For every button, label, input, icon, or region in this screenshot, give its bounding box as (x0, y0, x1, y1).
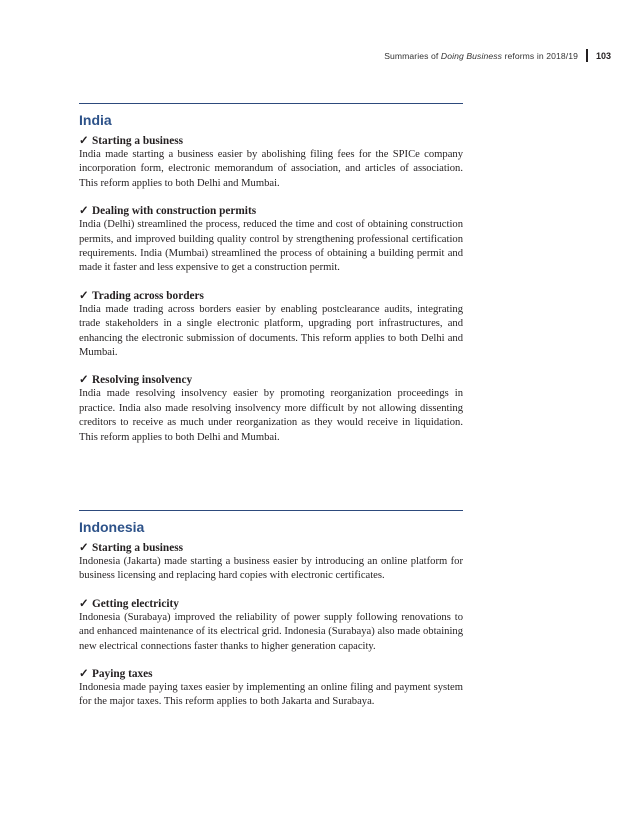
country-heading: Indonesia (79, 519, 145, 535)
checkmark-icon: ✓ (79, 289, 89, 302)
checkmark-icon: ✓ (79, 135, 89, 147)
reform-item (79, 134, 463, 191)
reform-text: India (Delhi) streamlined the process, reduced the time and cost of obtaining construction permits, and improved building quality control by strengthening professional certification requirements. India (Mumbai) streamlined the process of obtaining a building permit and made it faster and less expensive to get a construction permit. (79, 219, 463, 274)
reform-title-text: Trading across borders (92, 289, 204, 302)
country-section-indonesia (79, 510, 463, 723)
section-rule (79, 510, 463, 511)
reform-title (79, 373, 463, 387)
reform-text: India made resolving insolvency easier by promoting reorganization proceedings in practice. India also made resolving insolvency more difficult by not allowing dissenting creditors to receive as much under reorganization as they would receive in liquidation. This reform applies to both Delhi and Mumbai. (79, 388, 463, 443)
reform-item (79, 541, 463, 584)
reform-item (79, 667, 463, 710)
country-section-india (79, 103, 463, 458)
reform-item (79, 373, 463, 445)
reform-title-text: Resolving insolvency (92, 374, 193, 387)
reform-title (79, 667, 463, 681)
reform-title (79, 541, 463, 555)
reform-title-text: Paying taxes (92, 668, 153, 681)
checkmark-icon: ✓ (79, 668, 89, 681)
checkmark-icon: ✓ (79, 205, 89, 218)
checkmark-icon: ✓ (79, 374, 89, 387)
reform-title-text: Starting a business (92, 135, 184, 147)
reform-title (79, 289, 463, 303)
reform-text: Indonesia made paying taxes easier by implementing an online filing and payment system for the major taxes. This reform applies to both Jakarta and Surabaya. (79, 682, 463, 708)
running-title-italic: Doing Business (440, 50, 503, 61)
running-header (384, 49, 611, 62)
reform-title (79, 134, 463, 148)
checkmark-icon: ✓ (79, 542, 89, 554)
header-divider (586, 49, 588, 62)
reform-item (79, 204, 463, 276)
reform-text: India made starting a business easier by abolishing filing fees for the SPICe company incorporation form, electronic memorandum of association, and articles of association. This reform applies to both Delhi and Mumbai. (79, 149, 463, 189)
reform-text: India made trading across borders easier by enabling postclearance audits, integrating trade stakeholders in a single electronic platform, upgrading port infrastructures, and enhancing the electronic submission of documents. This reform applies to both Delhi and Mumbai. (79, 303, 463, 359)
reform-item (79, 289, 463, 361)
reform-title-text: Starting a business (92, 542, 184, 554)
reform-title (79, 204, 463, 218)
running-title-suffix: reforms in 2018/19 (502, 50, 578, 61)
reform-text: Indonesia (Jakarta) made starting a business easier by introducing an online platform for business licensing and replacing hard copies with electronic certificates. (79, 556, 463, 582)
page-number: 103 (595, 50, 611, 61)
reform-title-text: Dealing with construction permits (92, 205, 257, 218)
running-title (384, 51, 578, 61)
reform-text: Indonesia (Surabaya) improved the reliability of power supply following renovations to and enhanced maintenance of its electrical grid. Indonesia (Surabaya) also made obtaining new electrical connections faster thanks to higher generation capacity. (79, 611, 463, 652)
country-heading: India (79, 112, 112, 128)
running-title-prefix: Summaries of (384, 50, 441, 61)
reform-title-text: Getting electricity (92, 597, 179, 610)
section-rule (79, 103, 463, 104)
reform-title (79, 597, 463, 611)
reform-item (79, 597, 463, 654)
checkmark-icon: ✓ (79, 597, 89, 610)
